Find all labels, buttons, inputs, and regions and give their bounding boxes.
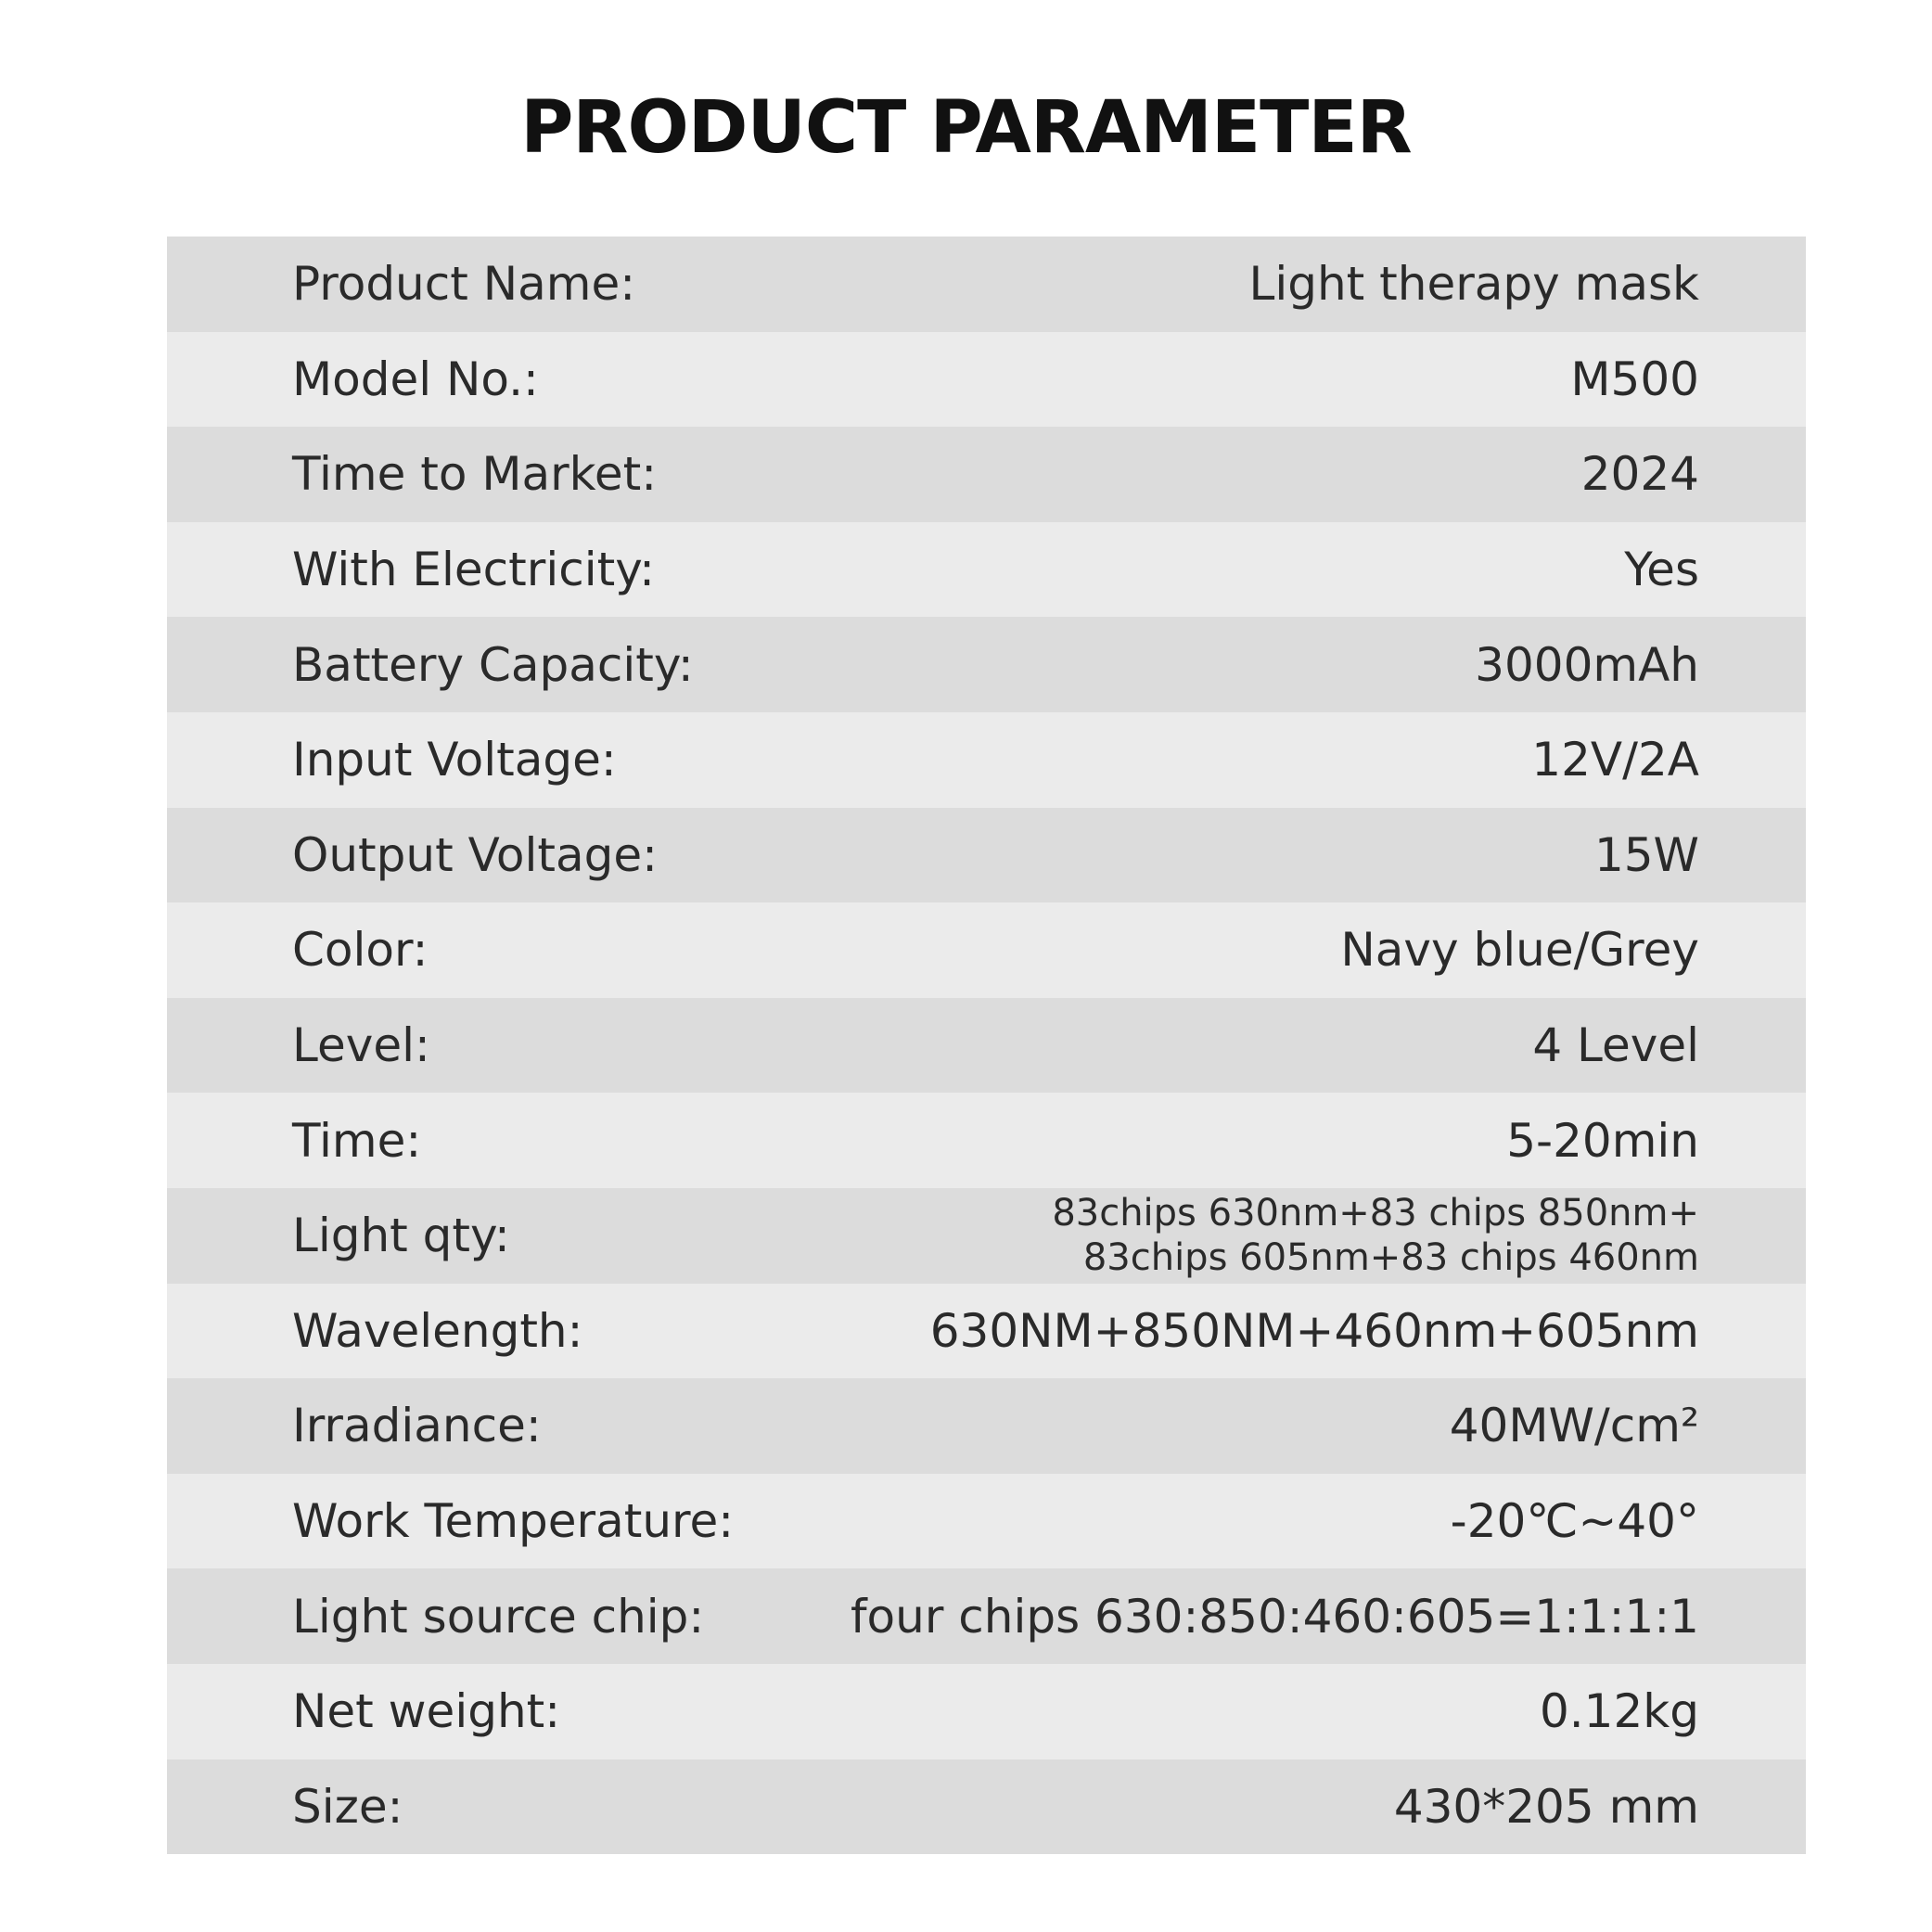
spec-label: Time: xyxy=(292,1113,422,1168)
spec-label: Work Temperature: xyxy=(292,1494,735,1549)
spec-table xyxy=(167,237,1806,1854)
spec-value: -20℃~40° xyxy=(1450,1494,1699,1549)
spec-value: M500 xyxy=(1570,352,1699,406)
spec-value: Yes xyxy=(1624,543,1699,597)
spec-value: 430*205 mm xyxy=(1393,1779,1699,1834)
spec-value: 630NM+850NM+460nm+605nm xyxy=(929,1303,1699,1358)
spec-label: Output Voltage: xyxy=(292,827,658,882)
spec-value: four chips 630:850:460:605=1:1:1:1 xyxy=(850,1589,1699,1644)
spec-label: Battery Capacity: xyxy=(292,637,694,692)
spec-row-product-name xyxy=(167,237,1806,332)
spec-row-time-to-market xyxy=(167,427,1806,522)
spec-value: Light therapy mask xyxy=(1248,257,1699,312)
spec-label: Model No.: xyxy=(292,352,539,406)
spec-label: Level: xyxy=(292,1018,430,1073)
spec-row-wavelength xyxy=(167,1284,1806,1379)
page-title: PRODUCT PARAMETER xyxy=(520,86,1412,170)
spec-value: 3000mAh xyxy=(1475,637,1699,692)
spec-value: 40MW/cm² xyxy=(1449,1399,1699,1453)
spec-row-model-no xyxy=(167,332,1806,428)
spec-label: Input Voltage: xyxy=(292,733,617,787)
spec-label: Irradiance: xyxy=(292,1399,542,1453)
spec-row-work-temperature xyxy=(167,1474,1806,1569)
spec-row-battery-capacity xyxy=(167,617,1806,712)
spec-row-size xyxy=(167,1759,1806,1855)
spec-row-light-source-chip xyxy=(167,1568,1806,1664)
spec-row-with-electricity xyxy=(167,522,1806,618)
spec-row-light-qty xyxy=(167,1188,1806,1284)
spec-value: Navy blue/Grey xyxy=(1340,923,1699,978)
spec-row-net-weight xyxy=(167,1664,1806,1759)
spec-row-output-voltage xyxy=(167,808,1806,903)
spec-label: With Electricity: xyxy=(292,543,655,597)
spec-label: Time to Market: xyxy=(292,447,658,502)
spec-value: 4 Level xyxy=(1532,1018,1699,1073)
spec-label: Color: xyxy=(292,923,429,978)
spec-value xyxy=(1052,1191,1699,1280)
spec-label: Light source chip: xyxy=(292,1589,705,1644)
spec-row-irradiance xyxy=(167,1378,1806,1474)
spec-value: 15W xyxy=(1593,827,1699,882)
spec-value: 5-20min xyxy=(1506,1113,1699,1168)
spec-value-line: 83chips 605nm+83 chips 460nm xyxy=(1082,1236,1699,1280)
spec-row-color xyxy=(167,902,1806,998)
spec-row-input-voltage xyxy=(167,712,1806,808)
spec-row-level xyxy=(167,998,1806,1094)
spec-label: Light qty: xyxy=(292,1209,510,1263)
spec-value: 2024 xyxy=(1580,447,1699,502)
spec-label: Size: xyxy=(292,1779,403,1834)
spec-value: 12V/2A xyxy=(1531,733,1699,787)
spec-label: Net weight: xyxy=(292,1684,561,1739)
spec-label: Product Name: xyxy=(292,257,636,312)
spec-value-line: 83chips 630nm+83 chips 850nm+ xyxy=(1052,1192,1699,1235)
spec-value: 0.12kg xyxy=(1539,1684,1699,1739)
spec-row-time xyxy=(167,1093,1806,1188)
spec-label: Wavelength: xyxy=(292,1303,583,1358)
